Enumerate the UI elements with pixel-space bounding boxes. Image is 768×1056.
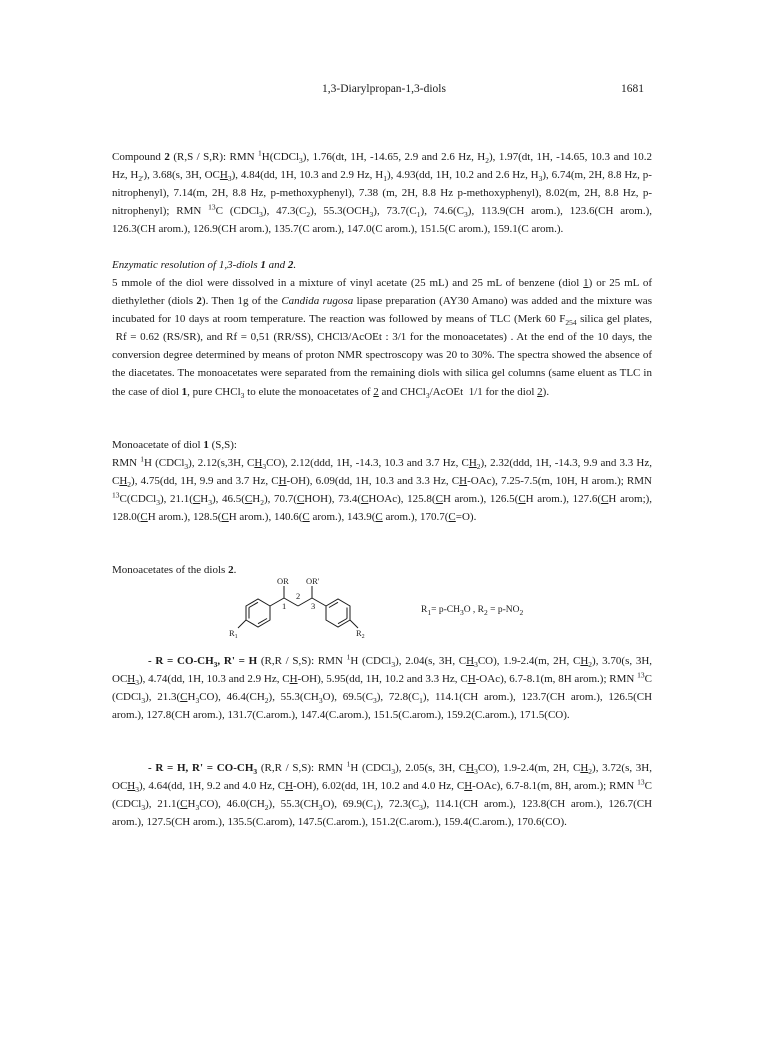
r1-label: $R_1$: [229, 628, 238, 640]
carbon-3-label: 3: [311, 601, 316, 611]
compound-label: Compound: [112, 151, 161, 163]
monoacetate-2-heading: Monoacetates of the diols 2.: [112, 564, 237, 576]
carbon-1-label: 1: [282, 601, 287, 611]
page-number: 1681: [621, 83, 644, 95]
chemical-structure: [229, 576, 392, 644]
compound-config: (R,S / S,R):: [173, 151, 227, 163]
substituent-definition: $R_1= p-CH_3O$ , $R_2 = p-NO_2$: [421, 605, 524, 617]
section-heading: Enzymatic resolution of 1,3-diols 1 and 2.: [112, 259, 297, 271]
or-prime-label: OR': [306, 576, 320, 586]
enzymatic-body: 5 mmole of the diol were dissolved in a mixture of vinyl acetate (25 mL) and 25 mL of benzene (diol 1) or 25 mL of diethylether (diols 2). Then 1g of the Candida rugosa lipase preparation (AY30 Amano) was added and the mixture was incubated for 10 days at room temperature. The reaction was followed by means of TLC (Merk 60 $F_{254}$ silica gel plates, Rf = 0.62 (RS/SR), and Rf = 0,51 (RR/SS), CHCl3/AcOEt : 3/1 for the monoacetates) . At the end of the 10 days, the conversion degree determined by means of proton NMR spectroscopy was 20 to 30%. The spectra showed the absence of the diacetates. The monoacetates were separated from the remaining diols with silica gel columns (same eluent as TLC in the case of diol 1, pure CHCl$_3$ to elute the monoacetates of 2 and CHCl$_3$/AcOEt 1/1 for the diol 2).: [112, 277, 652, 400]
compound-2-nmr-text: 1.76(dt, 1H, -14.65, 2.9 and 2.6 Hz, $H_2$), 1.97(dt, 1H, -14.65, 10.3 and 10.2 Hz, $H_{2'}$), 3.68(s, 3H, $OCH_3$), 4.84(dd, 1H, 10.3 and 2.9 Hz, $H_1$), 4.93(dd, 1H, 10.2 and 2.6 Hz, $H_3$), 6.74(m, 2H, 8.8 Hz, p-nitrophenyl), 7.14(m, 2H, 8.8 Hz, p-methoxyphenyl), 7.38 (m, 2H, 8.8 Hz p-methoxyphenyl), 8.02(m, 2H, 8.8 Hz, p-nitrophenyl); RMN $^{13}$C (CDCl$_3$), $47.3(C_2)$, $55.3(OCH_3)$, $73.7(C_1)$, $74.6(C_3)$, 113.9(CH arom.), 123.6(CH arom.), 126.3(CH arom.), 126.9(CH arom.), 135.7(C arom.), 147.0(C arom.), 151.5(C arom.), 159.1(C arom.).: [112, 151, 653, 236]
enzymatic-paragraph: [112, 274, 652, 401]
or-label: OR: [277, 576, 289, 586]
monoacetate-2b-paragraph: [112, 759, 652, 831]
enzymatic-heading: [112, 256, 652, 274]
r2-label: $R_2$: [356, 628, 365, 640]
structure-drawing: [229, 576, 392, 644]
running-title: 1,3-Diarylpropan-1,3-diols: [322, 83, 446, 95]
monoacetate-1-heading: Monoacetate of diol 1 (S,S):: [112, 439, 237, 451]
running-header: [0, 83, 768, 103]
compound-number: 2: [164, 151, 170, 163]
nmr-h-label: RMN: [229, 151, 255, 163]
monoacetate-2b-body: - R = H, $R' = CO-CH_3$ (R,R / S,S): RMN $^1$H (CDCl$_3$), 2.05(s, 3H, $CH_3CO$), 1.9-2.4(m, 2H, $CH_2$), 3.72(s, 3H, $OCH_3$), 4.64(dd, 1H, 9.2 and 4.0 Hz, CH-OH), 6.02(dd, 1H, 10.2 and 4.0 Hz, CH-OAc), 6.7-8.1(m, 8H, arom.); RMN $^{13}$C (CDCl$_3$), $21.1(CH_3CO)$, $46.0(CH_2)$, $55.3(CH_3O)$, $69.9(C_1)$, $72.3(C_3)$, 114.1(CH arom.), 123.8(CH arom.), 126.7(CH arom.), 127.5(CH arom.), 135.5(C.arom), 147.5(C.arom.), 151.2(C.arom.), 159.4(C.arom.), 170.6(CO).: [112, 759, 653, 829]
monoacetate-1-body: RMN $^1$H (CDCl$_3$), 2.12(s,3H, $CH_3CO$), 2.12(ddd, 1H, -14.3, 10.3 and 3.7 Hz, $CH_2$), 2.32(ddd, 1H, -14.3, 9.9 and 3.3 Hz, $CH_2$), 4.75(dd, 1H, 9.9 and 3.7 Hz, CH-OH), 6.09(dd, 1H, 10.3 and 3.3 Hz, CH-OAc), 7.25-7.5(m, 10H, H arom.); RMN $^{13}$C(CDCl$_3$), $21.1(CH_3)$, $46.5(CH_2)$, 70.7(CHOH), 73.4(CHOAc), 125.8(CH arom.), 126.5(CH arom.), 127.6(CH arom;), 128.0(CH arom.), 128.5(CH arom.), 140.6(C arom.), 143.9(C arom.), 170.7(C=O).: [112, 454, 653, 524]
carbon-2-label: 2: [296, 591, 301, 601]
monoacetate-1-heading-block: [112, 436, 652, 454]
monoacetate-2a-body: - $R = CO-CH_3$, R' = H (R,R / S,S): RMN $^1$H (CDCl$_3$), 2.04(s, 3H, $CH_3CO$), 1.9-2.4(m, 2H, $CH_2$), 3.70(s, 3H, $OCH_3$), 4.74(dd, 1H, 10.3 and 2.9 Hz, CH-OH), 5.95(dd, 1H, 10.2 and 3.3 Hz, CH-OAc), 6.7-8.1(m, 8H arom.); RMN $^{13}$C (CDCl$_3$), $21.3(CH_3CO)$, $46.4(CH_2)$, $55.3(CH_3O)$, $69.5(C_3)$, $72.8(C_1)$, 114.1(CH arom.), 123.7(CH arom.), 126.5(CH arom.), 127.8(CH arom.), 131.7(C.arom.), 147.4(C.arom.), 151.5(C.arom.), 159.2(C.arom.), 171.5(CO).: [112, 652, 653, 722]
monoacetate-1-paragraph: [112, 454, 652, 526]
compound-2-paragraph: Compound 2 (R,S / S,R): RMN $^1$H(CDCl$_3$), 1.76(dt, 1H, -14.65, 2.9 and 2.6 Hz, $H_2$), 1.97(dt, 1H, -14.65, 10.3 and 10.2 Hz, $H_{2'}$), 3.68(s, 3H, $OCH_3$), 4.84(dd, 1H, 10.3 and 2.9 Hz, $H_1$), 4.93(dd, 1H, 10.2 and 2.6 Hz, $H_3$), 6.74(m, 2H, 8.8 Hz, p-nitrophenyl), 7.14(m, 2H, 8.8 Hz, p-methoxyphenyl), 7.38 (m, 2H, 8.8 Hz p-methoxyphenyl), 8.02(m, 2H, 8.8 Hz, p-nitrophenyl); RMN $^{13}$C (CDCl$_3$), $47.3(C_2)$, $55.3(OCH_3)$, $73.7(C_1)$, $74.6(C_3)$, 113.9(CH arom.), 123.6(CH arom.), 126.3(CH arom.), 126.9(CH arom.), 135.7(C arom.), 147.0(C arom.), 151.5(C arom.), 159.1(C arom.).: [112, 148, 653, 236]
monoacetate-2a-paragraph: [112, 652, 652, 724]
